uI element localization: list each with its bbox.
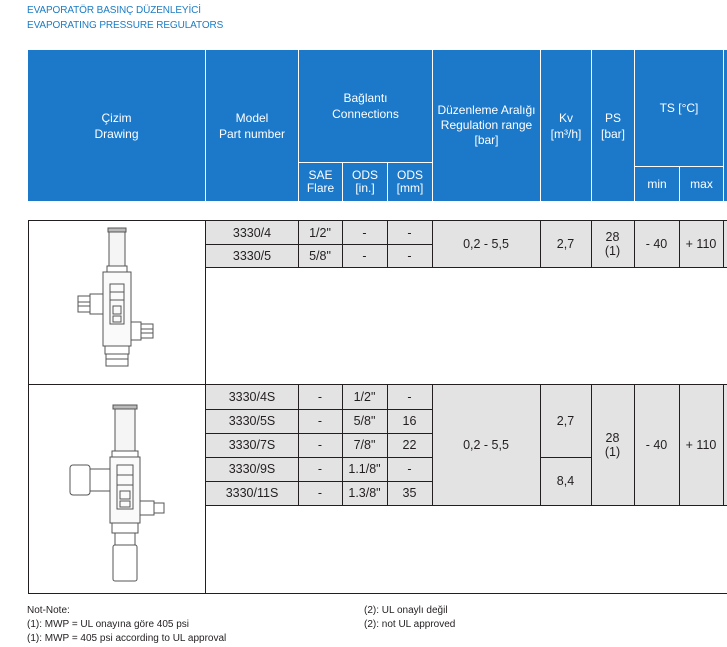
table-cell-model: 3330/7S (228, 438, 276, 452)
table-cell-ods-in: - (362, 225, 367, 240)
header-ods-mm: ODS [mm] (388, 163, 432, 201)
table-cell-ods-in: 5/8" (353, 414, 376, 428)
title-en: EVAPORATING PRESSURE REGULATORS (27, 20, 224, 31)
table-cell-min: - 40 (645, 237, 668, 251)
table-cell-regulation: 0,2 - 5,5 (463, 237, 509, 251)
header-ods-in: ODS [in.] (343, 163, 387, 201)
table-cell-ods-mm: 35 (402, 486, 417, 500)
table-cell-sae: - (317, 486, 323, 500)
table-cell-ods-in: 7/8" (353, 438, 376, 452)
table-cell-ods-mm: - (407, 390, 412, 404)
valve-solder-drawing (60, 403, 170, 588)
notes-label: Not-Note: (27, 605, 70, 616)
title-tr: EVAPORATÖR BASINÇ DÜZENLEYİCİ (27, 5, 201, 16)
valve-flare-drawing (70, 226, 170, 376)
table-cell-model: 3330/11S (225, 486, 279, 500)
table-cell-regulation: 0,2 - 5,5 (463, 438, 509, 452)
header-model: Model Part number (206, 50, 298, 201)
header-ts: TS [°C] (635, 50, 723, 166)
table-cell-model: 3330/4S (228, 390, 276, 404)
table-cell-kv: 2,7 (556, 414, 575, 428)
header-connections: Bağlantı Connections (299, 50, 432, 162)
table-cell-sae: 1/2" (309, 225, 331, 240)
table-cell-model: 3330/5S (228, 414, 276, 428)
table-cell-sae: - (317, 414, 323, 428)
table-cell-ods-mm: 22 (402, 438, 417, 452)
table-cell-ods-mm: - (407, 462, 412, 476)
table-cell-sae: - (317, 390, 323, 404)
header-min: min (635, 167, 679, 201)
table-cell-ods-mm: - (407, 248, 412, 263)
table-cell-model: 3330/4 (232, 225, 272, 240)
table-cell-kv: 8,4 (556, 474, 575, 488)
table-cell-ods-in: 1.1/8" (348, 462, 381, 476)
note-1-en: (1): MWP = 405 psi according to UL approval (27, 633, 227, 644)
table-cell-kv: 2,7 (556, 237, 575, 251)
table-cell-max: + 110 (685, 237, 717, 251)
table-cell-ps: 28 (1) (604, 230, 621, 258)
table-cell-ods-mm: - (407, 225, 412, 240)
table-cell-min: - 40 (645, 438, 668, 452)
table-cell-model: 3330/5 (232, 248, 272, 263)
table-cell-ps: 28 (1) (604, 431, 621, 459)
header-drawing: Çizim Drawing (28, 50, 205, 201)
header-max: max (680, 167, 723, 201)
table-cell-sae: - (317, 438, 323, 452)
header-kv: Kv [m³/h] (541, 50, 591, 201)
table-cell-sae: - (317, 462, 323, 476)
table-cell-ods-in: - (362, 248, 367, 263)
note-1-tr: (1): MWP = UL onayına göre 405 psi (27, 619, 190, 630)
table-cell-model: 3330/9S (228, 462, 276, 476)
note-2-tr: (2): UL onaylı değil (364, 605, 448, 616)
header-sae: SAE Flare (299, 163, 342, 201)
table-cell-ods-in: 1.3/8" (348, 486, 381, 500)
note-2-en: (2): not UL approved (364, 619, 456, 630)
header-regulation: Düzenleme Aralığı Regulation range [bar] (433, 50, 540, 201)
table-cell-ods-in: 1/2" (353, 390, 376, 404)
table-cell-sae: 5/8" (309, 248, 331, 263)
table-cell-ods-mm: 16 (402, 414, 417, 428)
table-cell-max: + 110 (685, 438, 717, 452)
header-ps: PS [bar] (592, 50, 634, 201)
